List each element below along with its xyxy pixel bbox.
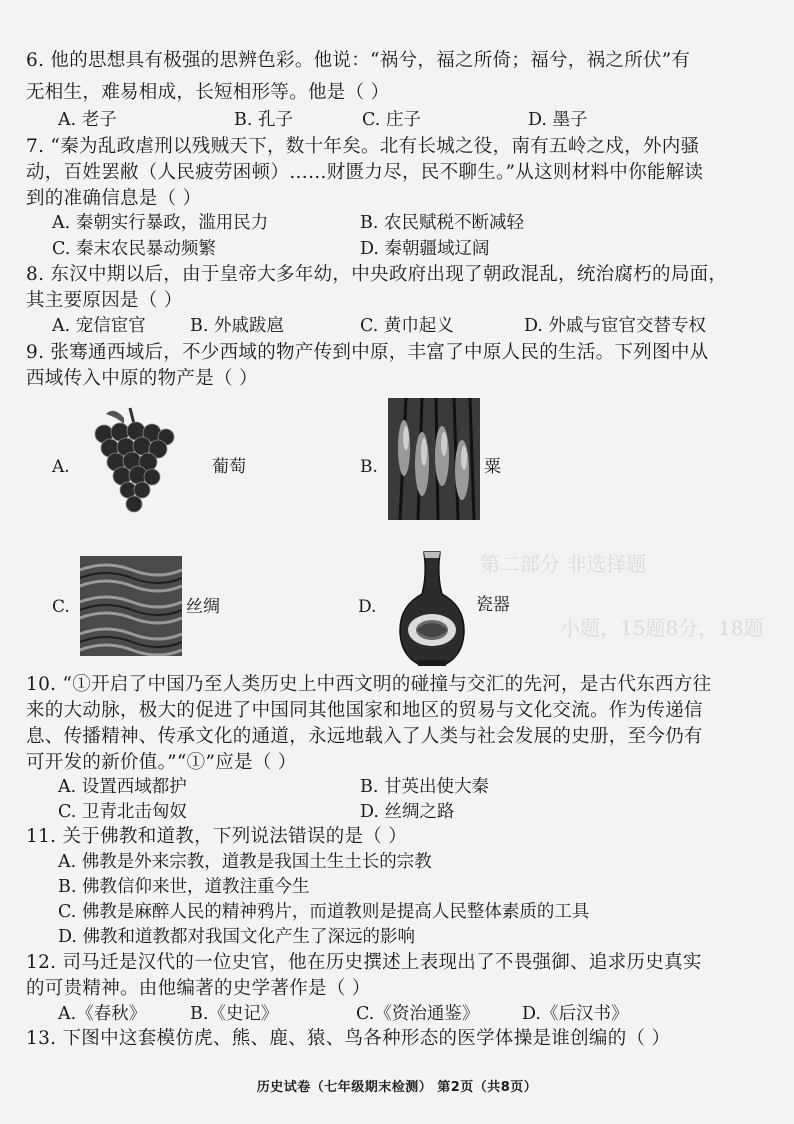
bleed-through-text: 小题，15题8分，18题 <box>560 616 764 640</box>
q8-stem-line1: 8. 东汉中期以后，由于皇帝大多年幼，中央政府出现了朝政混乱，统治腐朽的局面， <box>26 264 728 285</box>
q10-stem-line1: 10. “①开启了中国乃至人类历史上中西文明的碰撞与交汇的先河，是古代东西方往 <box>26 674 712 695</box>
q7-option-a[interactable]: A. 秦朝实行暴政，滥用民力 <box>52 213 269 233</box>
porcelain-vase-image <box>394 550 470 668</box>
q10-option-d[interactable]: D. 丝绸之路 <box>360 802 455 822</box>
q6-stem-line1: 6. 他的思想具有极强的思辨色彩。他说：“祸兮，福之所倚；福兮，祸之所伏”有 <box>26 50 691 71</box>
q6-option-d[interactable]: D. 墨子 <box>528 110 588 130</box>
q9-stem-line2: 西域传入中原的物产是（ ） <box>26 368 258 389</box>
q7-stem-line1: 7. “秦为乱政虐刑以残贼天下，数十年矣。北有长城之役，南有五岭之戍，外内骚 <box>26 136 700 157</box>
q10-option-a[interactable]: A. 设置西域都护 <box>58 777 187 797</box>
q11-option-b[interactable]: B. 佛教信仰来世，道教注重今生 <box>58 877 310 897</box>
q8-option-a[interactable]: A. 宠信宦官 <box>52 316 146 336</box>
q8-option-d[interactable]: D. 外戚与宦官交替专权 <box>524 316 707 336</box>
q7-option-d[interactable]: D. 秦朝疆域辽阔 <box>360 239 490 259</box>
q7-option-b[interactable]: B. 农民赋税不断减轻 <box>360 213 524 233</box>
q11-option-a[interactable]: A. 佛教是外来宗教，道教是我国土生土长的宗教 <box>58 852 432 872</box>
q11-option-d[interactable]: D. 佛教和道教都对我国文化产生了深远的影响 <box>58 927 416 947</box>
q12-option-b[interactable]: B.《史记》 <box>190 1004 279 1024</box>
q10-option-b[interactable]: B. 甘英出使大秦 <box>360 777 489 797</box>
q9-choice-d-letter[interactable]: D. <box>358 597 377 617</box>
q7-stem-line2: 动，百姓罢敝（人民疲劳困顿）……财匮力尽，民不聊生。”从这则材料中你能解读 <box>26 162 704 183</box>
q9-choice-a-letter[interactable]: A. <box>52 457 70 477</box>
q6-stem-line2: 无相生，难易相成，长短相形等。他是（ ） <box>26 82 390 103</box>
q11-option-c[interactable]: C. 佛教是麻醉人民的精神鸦片，而道教则是提高人民整体素质的工具 <box>58 902 590 922</box>
q9-stem-line1: 9. 张骞通西域后，不少西域的物产传到中原，丰富了中原人民的生活。下列图中从 <box>26 342 709 363</box>
q9-choice-c-letter[interactable]: C. <box>52 597 70 617</box>
q7-option-c[interactable]: C. 秦末农民暴动频繁 <box>52 239 216 259</box>
q11-stem-line1: 11. 关于佛教和道教，下列说法错误的是（ ） <box>26 826 408 847</box>
millet-image <box>388 398 480 520</box>
q8-option-b[interactable]: B. 外戚跋扈 <box>190 316 284 336</box>
bleed-through-text: 第二部分 非选择题 <box>480 552 647 576</box>
q10-option-c[interactable]: C. 卫青北击匈奴 <box>58 802 187 822</box>
q8-option-c[interactable]: C. 黄巾起义 <box>360 316 454 336</box>
q12-option-a[interactable]: A.《春秋》 <box>58 1004 147 1024</box>
q9-choice-b-letter[interactable]: B. <box>360 457 378 477</box>
q12-stem-line2: 的可贵精神。由他编著的史学著作是（ ） <box>26 978 371 999</box>
q12-option-d[interactable]: D.《后汉书》 <box>522 1004 629 1024</box>
q12-stem-line1: 12. 司马迁是汉代的一位史官，他在历史撰述上表现出了不畏强御、追求历史真实 <box>26 952 702 973</box>
q10-stem-line4: 可开发的新价值。”“①”应是（ ） <box>26 752 297 773</box>
q10-stem-line3: 息、传播精神、传承文化的通道，永远地载入了人类与社会发展的史册，至今仍有 <box>26 726 703 747</box>
q13-stem-line1: 13. 下图中这套模仿虎、熊、鹿、猿、鸟各种形态的医学体操是谁创编的（ ） <box>26 1028 671 1049</box>
q9-choice-c-label: 丝绸 <box>186 597 220 617</box>
q9-choice-d-label: 瓷器 <box>476 595 510 615</box>
q9-choice-b-label: 粟 <box>484 457 501 477</box>
q10-stem-line2: 来的大动脉，极大的促进了中国同其他国家和地区的贸易与文化交流。作为传递信 <box>26 700 703 721</box>
q7-stem-line3: 到的准确信息是（ ） <box>26 188 202 209</box>
q9-choice-a-label: 葡萄 <box>212 457 246 477</box>
grapes-image <box>84 404 184 516</box>
page-footer: 历史试卷（七年级期末检测） 第2页（共8页） <box>256 1080 538 1095</box>
q6-option-b[interactable]: B. 孔子 <box>234 110 293 130</box>
silk-image <box>80 556 182 656</box>
q8-stem-line2: 其主要原因是（ ） <box>26 290 183 311</box>
q6-option-a[interactable]: A. 老子 <box>58 110 117 130</box>
q12-option-c[interactable]: C.《资治通鉴》 <box>356 1004 480 1024</box>
q6-option-c[interactable]: C. 庄子 <box>362 110 421 130</box>
